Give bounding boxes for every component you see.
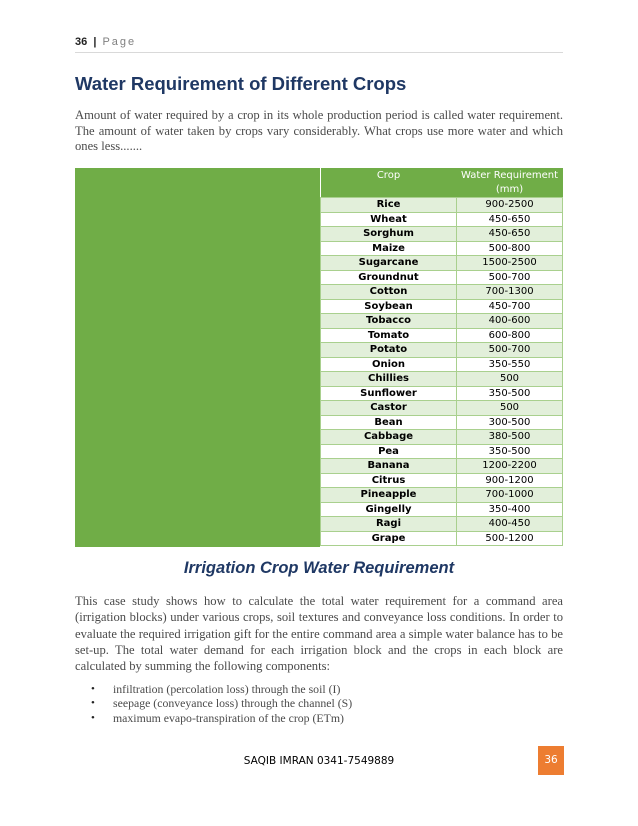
table-row [321, 299, 563, 314]
water-requirement-cell: 350-500 [457, 444, 563, 459]
water-requirement-cell: 450-650 [457, 227, 563, 242]
crop-name-cell: Onion [321, 357, 457, 372]
table-row [321, 517, 563, 532]
table-row [321, 444, 563, 459]
water-requirement-cell: 400-450 [457, 517, 563, 532]
table-row [321, 401, 563, 416]
water-requirement-cell: 500-1200 [457, 531, 563, 546]
header-page-label: Page [102, 36, 137, 48]
crop-name-cell: Groundnut [321, 270, 457, 285]
table-body [321, 198, 563, 546]
column-header-crop: Crop [321, 168, 457, 198]
crop-name-cell: Chillies [321, 372, 457, 387]
page-header [75, 36, 563, 48]
header-page-number: 36 [75, 36, 88, 48]
crop-name-cell: Cabbage [321, 430, 457, 445]
table-row [321, 531, 563, 546]
water-requirement-cell: 350-550 [457, 357, 563, 372]
table-row [321, 343, 563, 358]
table-row [321, 430, 563, 445]
table-row [321, 372, 563, 387]
crop-name-cell: Tomato [321, 328, 457, 343]
column-header-water-requirement: Water Requirement (mm) [457, 168, 563, 198]
water-requirement-cell: 1500-2500 [457, 256, 563, 271]
crop-name-cell: Banana [321, 459, 457, 474]
list-item [75, 682, 563, 696]
water-requirement-cell: 500 [457, 401, 563, 416]
table-row [321, 227, 563, 242]
crop-name-cell: Castor [321, 401, 457, 416]
crop-name-cell: Wheat [321, 212, 457, 227]
table-green-block [75, 168, 320, 547]
table-row [321, 314, 563, 329]
table-row [321, 502, 563, 517]
water-requirement-cell: 900-2500 [457, 198, 563, 213]
footer-page-number: 36 [538, 746, 564, 775]
crop-name-cell: Sorghum [321, 227, 457, 242]
water-requirement-cell: 400-600 [457, 314, 563, 329]
crop-name-cell: Soybean [321, 299, 457, 314]
water-requirement-cell: 600-800 [457, 328, 563, 343]
section-title: Water Requirement of Different Crops [75, 73, 407, 94]
crop-name-cell: Maize [321, 241, 457, 256]
footer-author: SAQIB IMRAN 0341-7549889 [243, 755, 395, 767]
crop-water-table [75, 168, 562, 547]
water-requirement-cell: 300-500 [457, 415, 563, 430]
bullet-icon: • [91, 711, 95, 724]
subtitle: Irrigation Crop Water Requirement [183, 559, 455, 577]
crop-name-cell: Ragi [321, 517, 457, 532]
water-requirement-cell: 500 [457, 372, 563, 387]
water-requirement-cell: 500-700 [457, 270, 563, 285]
crop-name-cell: Bean [321, 415, 457, 430]
intro-paragraph: Amount of water required by a crop in its whole production period is called water requirement. The amount of water taken by crops vary considerably. What crops use more water and which ones less....... [75, 108, 563, 153]
crop-name-cell: Rice [321, 198, 457, 213]
crop-name-cell: Tobacco [321, 314, 457, 329]
water-requirement-cell: 500-800 [457, 241, 563, 256]
water-requirement-cell: 900-1200 [457, 473, 563, 488]
list-item-text: seepage (conveyance loss) through the channel (S) [113, 696, 353, 711]
crop-name-cell: Potato [321, 343, 457, 358]
crop-name-cell: Cotton [321, 285, 457, 300]
table-row [321, 415, 563, 430]
crop-name-cell: Gingelly [321, 502, 457, 517]
table-row [321, 328, 563, 343]
water-requirement-cell: 450-650 [457, 212, 563, 227]
water-requirement-cell: 700-1000 [457, 488, 563, 503]
water-requirement-cell: 700-1300 [457, 285, 563, 300]
table-row [321, 473, 563, 488]
crop-table [320, 168, 563, 546]
table-row [321, 285, 563, 300]
table-row [321, 488, 563, 503]
list-item [75, 711, 563, 725]
table-row [321, 256, 563, 271]
body-paragraph: This case study shows how to calculate the total water requirement for a command area (irrigation blocks) under various crops, soil textures and conveyance loss conditions. In order to evaluate the required irrigation gift for the entire command area a simple water balance has to be set-up. The total water demand for each irrigation block and the crops in each block are calculated by summing the following components: [75, 594, 563, 674]
water-requirement-cell: 350-500 [457, 386, 563, 401]
table-row [321, 212, 563, 227]
crop-name-cell: Sugarcane [321, 256, 457, 271]
table-header-row [321, 168, 563, 198]
crop-name-cell: Grape [321, 531, 457, 546]
water-requirement-cell: 380-500 [457, 430, 563, 445]
components-list [75, 682, 563, 725]
crop-name-cell: Sunflower [321, 386, 457, 401]
list-item-text: maximum evapo-transpiration of the crop (ETm) [113, 710, 344, 725]
water-requirement-cell: 1200-2200 [457, 459, 563, 474]
bullet-icon: • [91, 683, 95, 695]
list-item [75, 696, 563, 710]
water-requirement-cell: 500-700 [457, 343, 563, 358]
water-requirement-cell: 350-400 [457, 502, 563, 517]
table-row [321, 241, 563, 256]
water-requirement-cell: 450-700 [457, 299, 563, 314]
bullet-icon: • [91, 697, 95, 710]
table-row [321, 198, 563, 213]
table-row [321, 386, 563, 401]
table-row [321, 357, 563, 372]
list-item-text: infiltration (percolation loss) through the soil (I) [113, 682, 341, 696]
table-row [321, 270, 563, 285]
crop-name-cell: Pea [321, 444, 457, 459]
crop-name-cell: Pineapple [321, 488, 457, 503]
header-divider [75, 52, 563, 53]
table-row [321, 459, 563, 474]
crop-name-cell: Citrus [321, 473, 457, 488]
header-separator: | [93, 36, 97, 48]
